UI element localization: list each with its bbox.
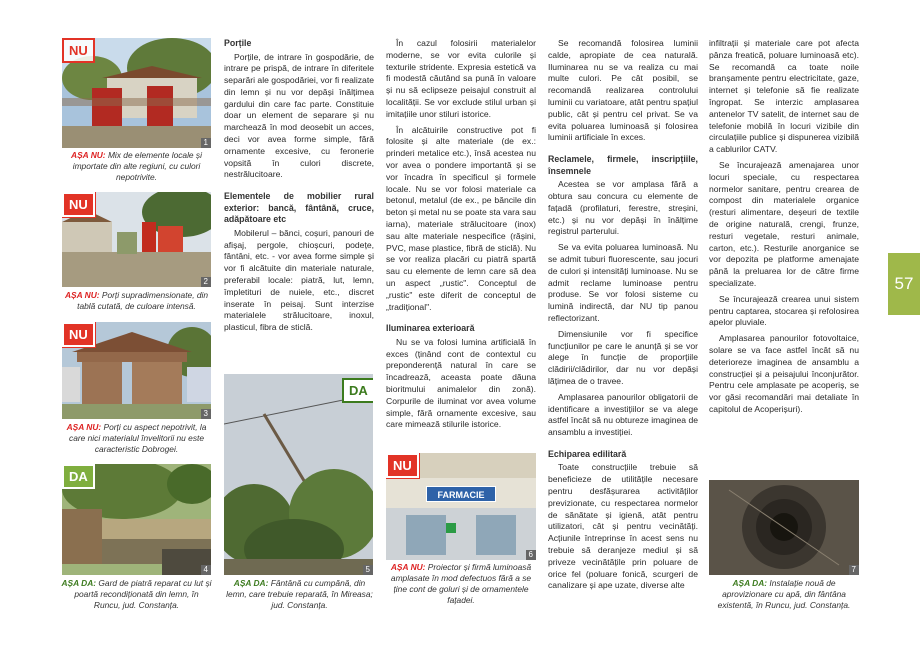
section-heading: Reclamele, firmele, inscripțiile, însemnele — [548, 154, 698, 176]
caption-lead: AȘA NU: — [66, 422, 102, 432]
photo-6 — [386, 453, 536, 560]
figure-number: 5 — [363, 565, 373, 575]
caption-text: Porți cu aspect nepotrivit, la care nici materialul învelitorii nu este caracteristic Dobrogei. — [69, 422, 207, 454]
photo-7-image — [709, 480, 859, 575]
figure-number: 7 — [849, 565, 859, 575]
figure-number: 1 — [201, 138, 211, 148]
caption-text: Instalație nouă de aprovizionare cu apă, din fântâna existentă, în Runcu, jud. Constanța. — [717, 578, 851, 610]
paragraph: Mobilerul – bănci, coșuri, panouri de afișaj, pergole, chioșcuri, podețe, fântâni, etc. - vor avea forme simple și vor fi alcătuite din materiale naturale, preferabil locale: piatră, lut, lemn, împletituri de nuiele, etc., discret inserate în peisaj. Sunt interzise materialele strălucitoare, inoxul, plasticul, fibra de sticlă. — [224, 227, 374, 333]
paragraph: Se încurajează crearea unui sistem pentru captarea, stocarea și refolosirea apelor pluviale. — [709, 293, 859, 328]
section-heading: Echiparea edilitară — [548, 448, 627, 459]
figure-number: 3 — [201, 409, 211, 419]
caption-lead: AȘA DA: — [61, 578, 97, 588]
caption-3 — [60, 422, 213, 455]
caption-4 — [60, 578, 213, 611]
da-tag: DA — [62, 464, 95, 489]
caption-lead: AȘA NU: — [64, 290, 100, 300]
page-number-tab — [888, 253, 920, 315]
nu-tag: NU — [386, 453, 419, 478]
figure-number: 4 — [201, 565, 211, 575]
text-column-1 — [224, 38, 374, 338]
caption-6 — [386, 562, 536, 606]
paragraph: În cazul folosirii materialelor moderne, se vor evita culorile și texturile stridente. Expresia estetică va fi modestă căutând sa pună în valoare și nu să eclipseze peisajul construit al localității. Se vor exclude stilul urban și imitațiile unor stiluri istorice. — [386, 38, 536, 119]
text-column-3 — [548, 38, 698, 596]
paragraph: infiltrații și materiale care pot afecta pânza freatică, poluare luminoasă etc). Se recomandă ca toate noile branșamente pentru electricitate, gaze, internet și telefonie să fie realizate îngropat. Se interzic amplasarea antenelor TV satelit, de internet sau de telefonie mobilă în locuri vizibile din circulațiile publice și dispunerea vizibilă a cablurilor CATV. — [709, 38, 859, 155]
caption-lead: AȘA NU: — [71, 150, 106, 160]
photo-7 — [709, 480, 859, 575]
caption-7 — [709, 578, 859, 611]
caption-lead: AȘA DA: — [732, 578, 768, 588]
paragraph: Porțile, de intrare în gospodărie, de intrare pe prispă, de intrare în diferitele separări ale gospodăriei, vor fi realizate din lemn și nu vor depăși înălțimea gardului din care fac parte. Constituie doar un element de separare și nu marchează în mod deosebit un acces, deci vor avea forme simple, fără ornamente excesive, cu feronerie vopsită în culori discrete, nestrălucitoare. — [224, 51, 374, 180]
caption-5 — [224, 578, 375, 611]
caption-lead: AȘA DA: — [233, 578, 269, 588]
paragraph: Nu se va folosi lumina artificială în exces (ținând cont de contextul cu preponderență natural în care se încadrează, aceasta poate dăuna bioritmului animalelor din zonă). Corpurile de iluminat vor avea volume simple, fără ornamente excesive, sau care mimează stilurile istorice. — [386, 336, 536, 430]
paragraph: Se va evita poluarea luminoasă. Nu se admit tuburi fluorescente, sau jocuri de culori și intensități luminoase. Nu se admit reclame luminoase pentru produse. Se vor folosi sisteme cu lumină indirectă, dar NU tip panou reflectorizant. — [548, 242, 698, 323]
nu-tag: NU — [62, 192, 95, 217]
caption-1 — [60, 150, 213, 183]
da-tag: DA — [342, 378, 373, 403]
caption-lead: AȘA NU: — [390, 562, 426, 572]
section-heading: Iluminarea exterioară — [386, 323, 475, 334]
paragraph: Se încurajează amenajarea unor locuri speciale, cu respectarea normelor sanitare, pentru crearea de compost din materialele organice (resturi alimentare, deșeuri de textile de origine naturală, crengi, frunze, resturi vegetale, resturi animale, carton, etc.). Resturile anorganice se vor depozita pe platforme amenajate până la preluarea lor de către firme specializate. — [709, 159, 859, 288]
caption-text: Gard de piatră reparat cu lut și poartă recondiționată din lemn, în Runcu, jud. Constanța. — [74, 578, 212, 610]
nu-tag: NU — [62, 322, 95, 347]
photo-1 — [62, 38, 211, 148]
paragraph: Se recomandă folosirea luminii calde, apropiate de cea naturală. Iluminarea nu se va realiza cu mai multe culori. Pe cât posibil, se recomandă realizarea controlului luminii cu variatoare, atât pentru spațiul public, cât și pentru cel privat. Se va evita poluarea luminoasă și folosirea luminii artificiale în exces. — [548, 38, 698, 143]
paragraph: Amplasarea panourilor obligatorii de identificare a investițiilor se va alege astfel încât să nu obtureze imaginea de ansamblu a investiției. — [548, 391, 699, 438]
photo-4 — [62, 464, 211, 575]
paragraph: Acestea se vor amplasa fără a obtura sau concura cu elemente de fațadă (profilaturi, ferestre, streșini, etc.) și nu vor depăși în înălțime registrul parterului. — [548, 179, 698, 237]
photo-3 — [62, 322, 211, 419]
section-heading: Porțile — [224, 38, 252, 48]
paragraph: Dimensiunile vor fi specifice funcțiunilor pe care le anunță și se vor alege în funcție de proporțiile clădirii/clădirilor, dar nu vor depăși lățimea de o travee. — [548, 328, 698, 386]
caption-text: Mix de elemente locale și importate din alte regiuni, cu culori nepotrivite. — [72, 150, 202, 182]
figure-number: 2 — [201, 277, 211, 287]
caption-text: Fântână cu cumpănă, din lemn, care trebuie reparată, în Mireasa; jud. Constanța. — [226, 578, 373, 610]
photo-5-image — [224, 374, 373, 575]
text-column-4 — [709, 38, 859, 420]
paragraph: Amplasarea panourilor fotovoltaice, solare se va face astfel încât să nu deterioreze imaginea de ansamblu a construcției și a peisajului înconjurător. Pentru cele amplasate pe acoperiș, se vor găsi recomandări mai detaliate în capitolul de Acoperișuri). — [709, 333, 859, 414]
section-heading: Elementele de mobilier rural exterior: bancă, fântână, cruce, adăpătoare etc — [224, 191, 374, 225]
photo-2 — [62, 192, 211, 287]
paragraph: Toate construcțiile trebuie să beneficieze de utilitățile necesare pentru desfășurarea activităților previzionate, cu respectarea normelor de sănătate și igienă, atât pentru utilizatori, cât și pentru vecinătăți. Acțiunile întreprinse în acest sens nu trebuie să deranjeze mediul și să priveze vecinătățile prin poluare de orice fel (poluare fonică, scurgeri de canalizare și ape uzate, diverse alte — [548, 462, 698, 591]
text-column-2 — [386, 38, 536, 435]
caption-2 — [60, 290, 213, 312]
photo-5 — [224, 374, 373, 575]
caption-text: Proiector și firmă luminoasă amplasate în mod defectuos fără a se ține cont de goluri și de ornamentele fațadei. — [390, 562, 532, 605]
nu-tag: NU — [62, 38, 95, 63]
page-number: 57 — [894, 274, 914, 293]
figure-number: 6 — [526, 550, 536, 560]
caption-text: Porți supradimensionate, din tablă cutată, de culoare intensă. — [77, 290, 209, 311]
paragraph: În alcătuirile constructive pot fi folosite și alte materiale (de ex.: prinderi metalice etc.), însă acestea nu vor avea o pondere importantă și se vor încadra în specificul și formele locale. Nu se vor folosi materiale ca betonul, metalul (de ex., pe băncile din beton și metal nu se poate sta vara sau iarna), materiale strălucitoare (inox) sau alte materiale nespecifice (rășini, PVC, mase plastice, fibră de sticlă). Nu se vor realiza placări cu piatră spartă sau cu elemente de lemn care să dea un aspect „rustic". Conceptul de „rustic" este diferit de conceptul de „tradițional". — [386, 124, 537, 312]
pharmacy-sign: FARMACIE — [426, 486, 496, 502]
